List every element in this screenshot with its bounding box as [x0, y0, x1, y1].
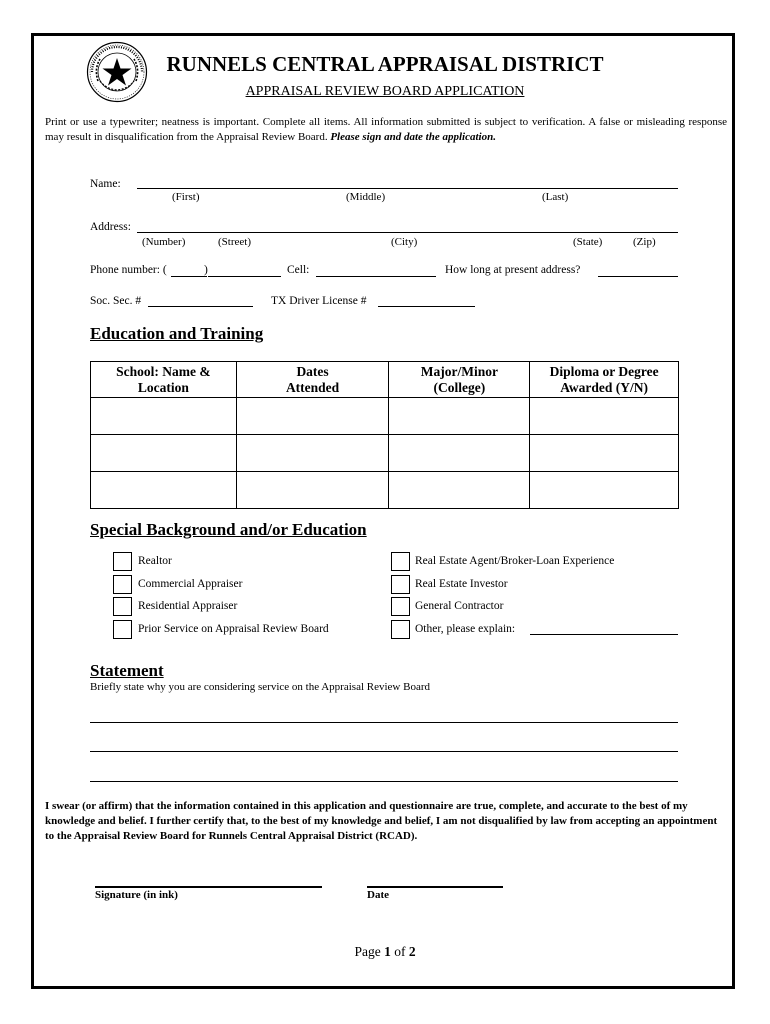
phone-area-code-field[interactable] [171, 276, 207, 277]
agent-broker-checkbox[interactable] [391, 552, 410, 571]
table-cell[interactable] [530, 398, 679, 435]
table-cell[interactable] [389, 398, 530, 435]
ssn-label: Soc. Sec. # [90, 295, 142, 307]
address-number-caption: (Number) [142, 236, 186, 248]
commercial-appraiser-checkbox[interactable] [113, 575, 132, 594]
address-city-caption: (City) [391, 236, 418, 248]
general-contractor-checkbox[interactable] [391, 597, 410, 616]
realtor-checkbox[interactable] [113, 552, 132, 571]
education-header-row [91, 362, 679, 398]
address-street-caption: (Street) [218, 236, 251, 248]
instructions-emphasis: Please sign and date the application. [330, 131, 496, 143]
page-title: RUNNELS CENTRAL APPRAISAL DISTRICT [166, 52, 604, 76]
signature-label: Signature (in ink) [95, 889, 178, 901]
driver-license-field[interactable] [378, 306, 475, 307]
table-cell[interactable] [236, 472, 389, 509]
form-subtitle: APPRAISAL REVIEW BOARD APPLICATION [245, 84, 525, 99]
phone-number-field[interactable] [208, 276, 281, 277]
realtor-label: Realtor [138, 555, 172, 567]
phone-label: Phone number: ( [90, 264, 167, 276]
cell-label: Cell: [287, 264, 310, 276]
name-label: Name: [90, 178, 121, 190]
investor-label: Real Estate Investor [415, 578, 508, 590]
signature-field[interactable] [95, 886, 322, 888]
statement-prompt: Briefly state why you are considering service on the Appraisal Review Board [90, 681, 430, 693]
table-cell[interactable] [389, 472, 530, 509]
how-long-label: How long at present address? [445, 264, 581, 276]
cell-field[interactable] [316, 276, 436, 277]
column-header-diploma: Diploma or Degree Awarded (Y/N) [530, 362, 679, 398]
page-total: 2 [408, 944, 416, 959]
table-row [91, 435, 679, 472]
instructions [45, 115, 727, 145]
name-first-caption: (First) [172, 191, 200, 203]
prior-service-checkbox[interactable] [113, 620, 132, 639]
phone-paren-close: ) [204, 264, 208, 276]
table-row [91, 472, 679, 509]
statement-line-3[interactable] [90, 781, 678, 782]
column-header-school: School: Name & Location [91, 362, 237, 398]
address-zip-caption: (Zip) [633, 236, 656, 248]
agent-broker-label: Real Estate Agent/Broker-Loan Experience [415, 555, 615, 567]
table-cell[interactable] [91, 435, 237, 472]
table-cell[interactable] [91, 472, 237, 509]
investor-checkbox[interactable] [391, 575, 410, 594]
how-long-field[interactable] [598, 276, 678, 277]
residential-appraiser-label: Residential Appraiser [138, 600, 238, 612]
page-current: 1 [384, 944, 391, 959]
table-cell[interactable] [236, 435, 389, 472]
table-cell[interactable] [530, 435, 679, 472]
driver-license-label: TX Driver License # [271, 295, 367, 307]
table-cell[interactable] [389, 435, 530, 472]
table-cell[interactable] [530, 472, 679, 509]
table-row [91, 398, 679, 435]
commercial-appraiser-label: Commercial Appraiser [138, 578, 243, 590]
name-middle-caption: (Middle) [346, 191, 386, 203]
other-checkbox[interactable] [391, 620, 410, 639]
address-label: Address: [90, 221, 131, 233]
date-field[interactable] [367, 886, 503, 888]
column-header-major: Major/Minor (College) [389, 362, 530, 398]
education-table [90, 361, 679, 509]
name-last-caption: (Last) [542, 191, 569, 203]
education-heading: Education and Training [90, 324, 264, 343]
table-cell[interactable] [91, 398, 237, 435]
column-header-dates: Dates Attended [236, 362, 389, 398]
statement-line-2[interactable] [90, 751, 678, 752]
date-label: Date [367, 889, 389, 901]
statement-line-1[interactable] [90, 722, 678, 723]
instructions-text: Print or use a typewriter; neatness is important. Complete all items. All information submitted is subject to verification. A false or misleading response may result in disqualification from the Appraisal Review Board. [45, 116, 727, 143]
name-field[interactable] [137, 188, 678, 189]
prior-service-label: Prior Service on Appraisal Review Board [138, 623, 329, 635]
residential-appraiser-checkbox[interactable] [113, 597, 132, 616]
ssn-field[interactable] [148, 306, 253, 307]
background-heading: Special Background and/or Education [90, 520, 367, 539]
other-label: Other, please explain: [415, 623, 516, 635]
statement-heading: Statement [90, 661, 164, 680]
address-state-caption: (State) [573, 236, 603, 248]
general-contractor-label: General Contractor [415, 600, 504, 612]
certification-text: I swear (or affirm) that the information contained in this application and questionnaire are true, complete, and accurate to the best of my knowledge and belief. I further certify that, to the best of my knowledge and belief, I am not disqualified by law from accepting an appointment to the Appraisal Review Board for Runnels Central Appraisal District (RCAD). [45, 800, 718, 842]
other-explain-field[interactable] [530, 634, 678, 635]
page-border [31, 33, 735, 989]
address-field[interactable] [137, 232, 678, 233]
table-cell[interactable] [236, 398, 389, 435]
page-indicator: Page 1 of 2 [354, 944, 416, 959]
